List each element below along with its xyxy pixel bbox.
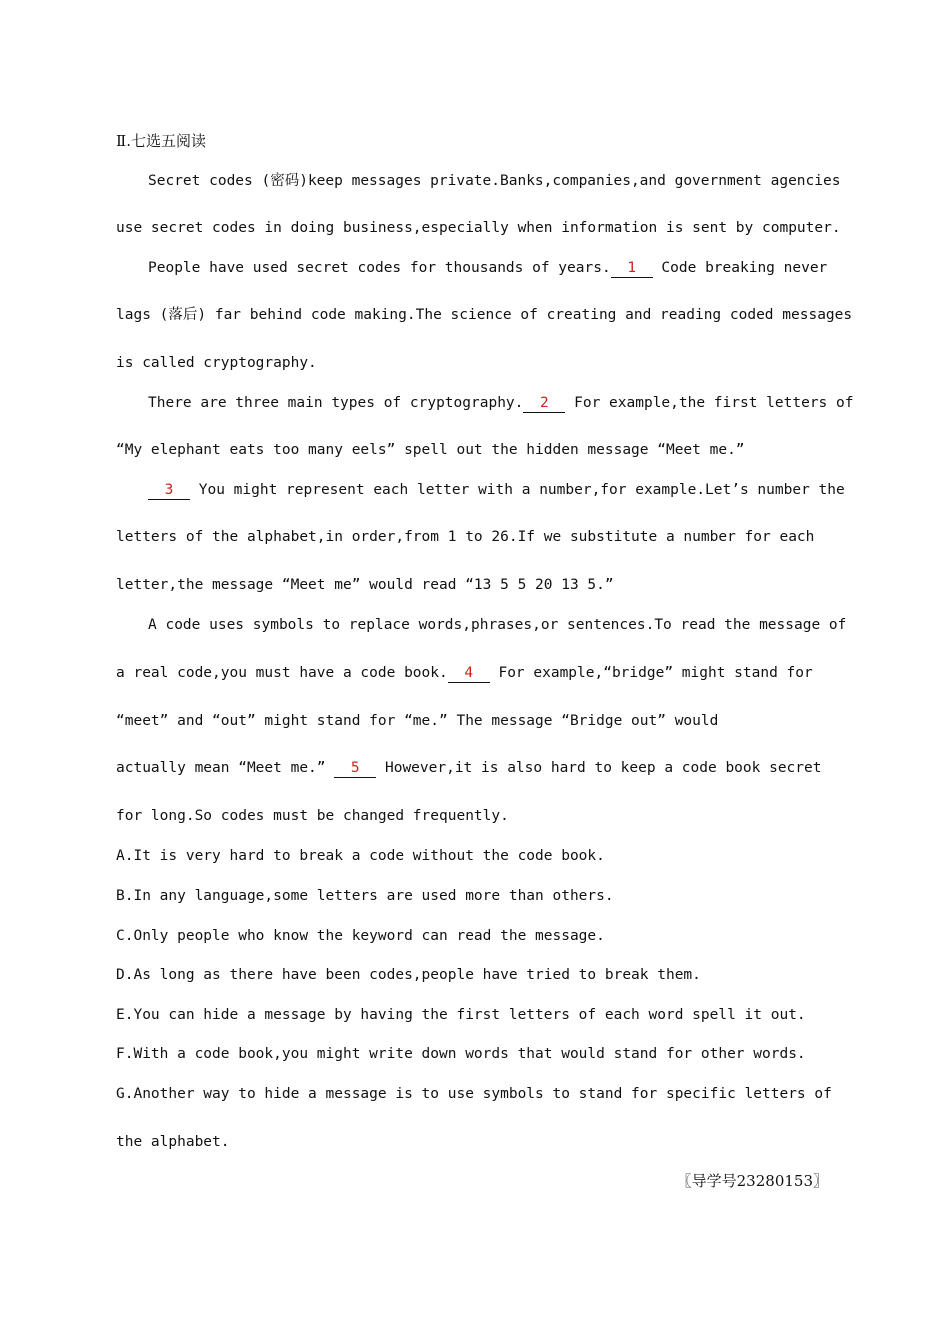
text-line: is called cryptography. bbox=[116, 355, 317, 371]
text-segment: There are three main types of cryptography. bbox=[148, 395, 524, 411]
text-line: use secret codes in doing business,especially when information is sent by computer. bbox=[116, 220, 841, 236]
option-c: C.Only people who know the keyword can read the message. bbox=[116, 928, 605, 944]
text-line: for long.So codes must be changed frequently. bbox=[116, 808, 509, 824]
text-segment: Code breaking never bbox=[652, 260, 828, 276]
text-line bbox=[148, 258, 827, 278]
text-line bbox=[116, 663, 813, 683]
option-d: D.As long as there have been codes,people have tried to break them. bbox=[116, 967, 701, 983]
text-line: letters of the alphabet,in order,from 1 to 26.If we substitute a number for each bbox=[116, 529, 815, 545]
text-line: “meet” and “out” might stand for “me.” The message “Bridge out” would bbox=[116, 713, 719, 729]
answer-blank-4: 4 bbox=[448, 664, 490, 683]
answer-blank-3: 3 bbox=[148, 481, 190, 500]
option-g: G.Another way to hide a message is to use symbols to stand for specific letters of bbox=[116, 1086, 832, 1102]
text-segment: People have used secret codes for thousands of years. bbox=[148, 260, 611, 276]
text-segment: For example,“bridge” might stand for bbox=[489, 665, 813, 681]
text-segment: However,it is also hard to keep a code book secret bbox=[376, 760, 822, 776]
text-line bbox=[116, 758, 821, 778]
option-b: B.In any language,some letters are used more than others. bbox=[116, 888, 614, 904]
text-line: “My elephant eats too many eels” spell out the hidden message “Meet me.” bbox=[116, 442, 745, 458]
text-segment: For example,the first letters of bbox=[565, 395, 854, 411]
text-line: letter,the message “Meet me” would read “13 5 5 20 13 5.” bbox=[116, 577, 614, 593]
reference-number: 〖导学号23280153〗 bbox=[676, 1172, 828, 1190]
option-a: A.It is very hard to break a code without the code book. bbox=[116, 848, 605, 864]
text-segment: actually mean “Meet me.” bbox=[116, 760, 335, 776]
option-e: E.You can hide a message by having the first letters of each word spell it out. bbox=[116, 1007, 806, 1023]
answer-blank-5: 5 bbox=[334, 759, 376, 778]
text-line bbox=[148, 480, 845, 500]
option-f: F.With a code book,you might write down words that would stand for other words. bbox=[116, 1046, 806, 1062]
section-title: Ⅱ.七选五阅读 bbox=[116, 132, 206, 150]
text-line: lags (落后) far behind code making.The science of creating and reading coded messages bbox=[116, 307, 853, 323]
text-line: Secret codes (密码)keep messages private.Banks,companies,and government agencies bbox=[148, 173, 841, 189]
answer-blank-1: 1 bbox=[611, 259, 653, 278]
text-line bbox=[148, 393, 853, 413]
answer-blank-2: 2 bbox=[523, 394, 565, 413]
text-segment: a real code,you must have a code book. bbox=[116, 665, 448, 681]
option-g-continued: the alphabet. bbox=[116, 1134, 230, 1150]
text-segment: You might represent each letter with a number,for example.Let’s number the bbox=[190, 482, 845, 498]
text-line: A code uses symbols to replace words,phrases,or sentences.To read the message of bbox=[148, 617, 847, 633]
